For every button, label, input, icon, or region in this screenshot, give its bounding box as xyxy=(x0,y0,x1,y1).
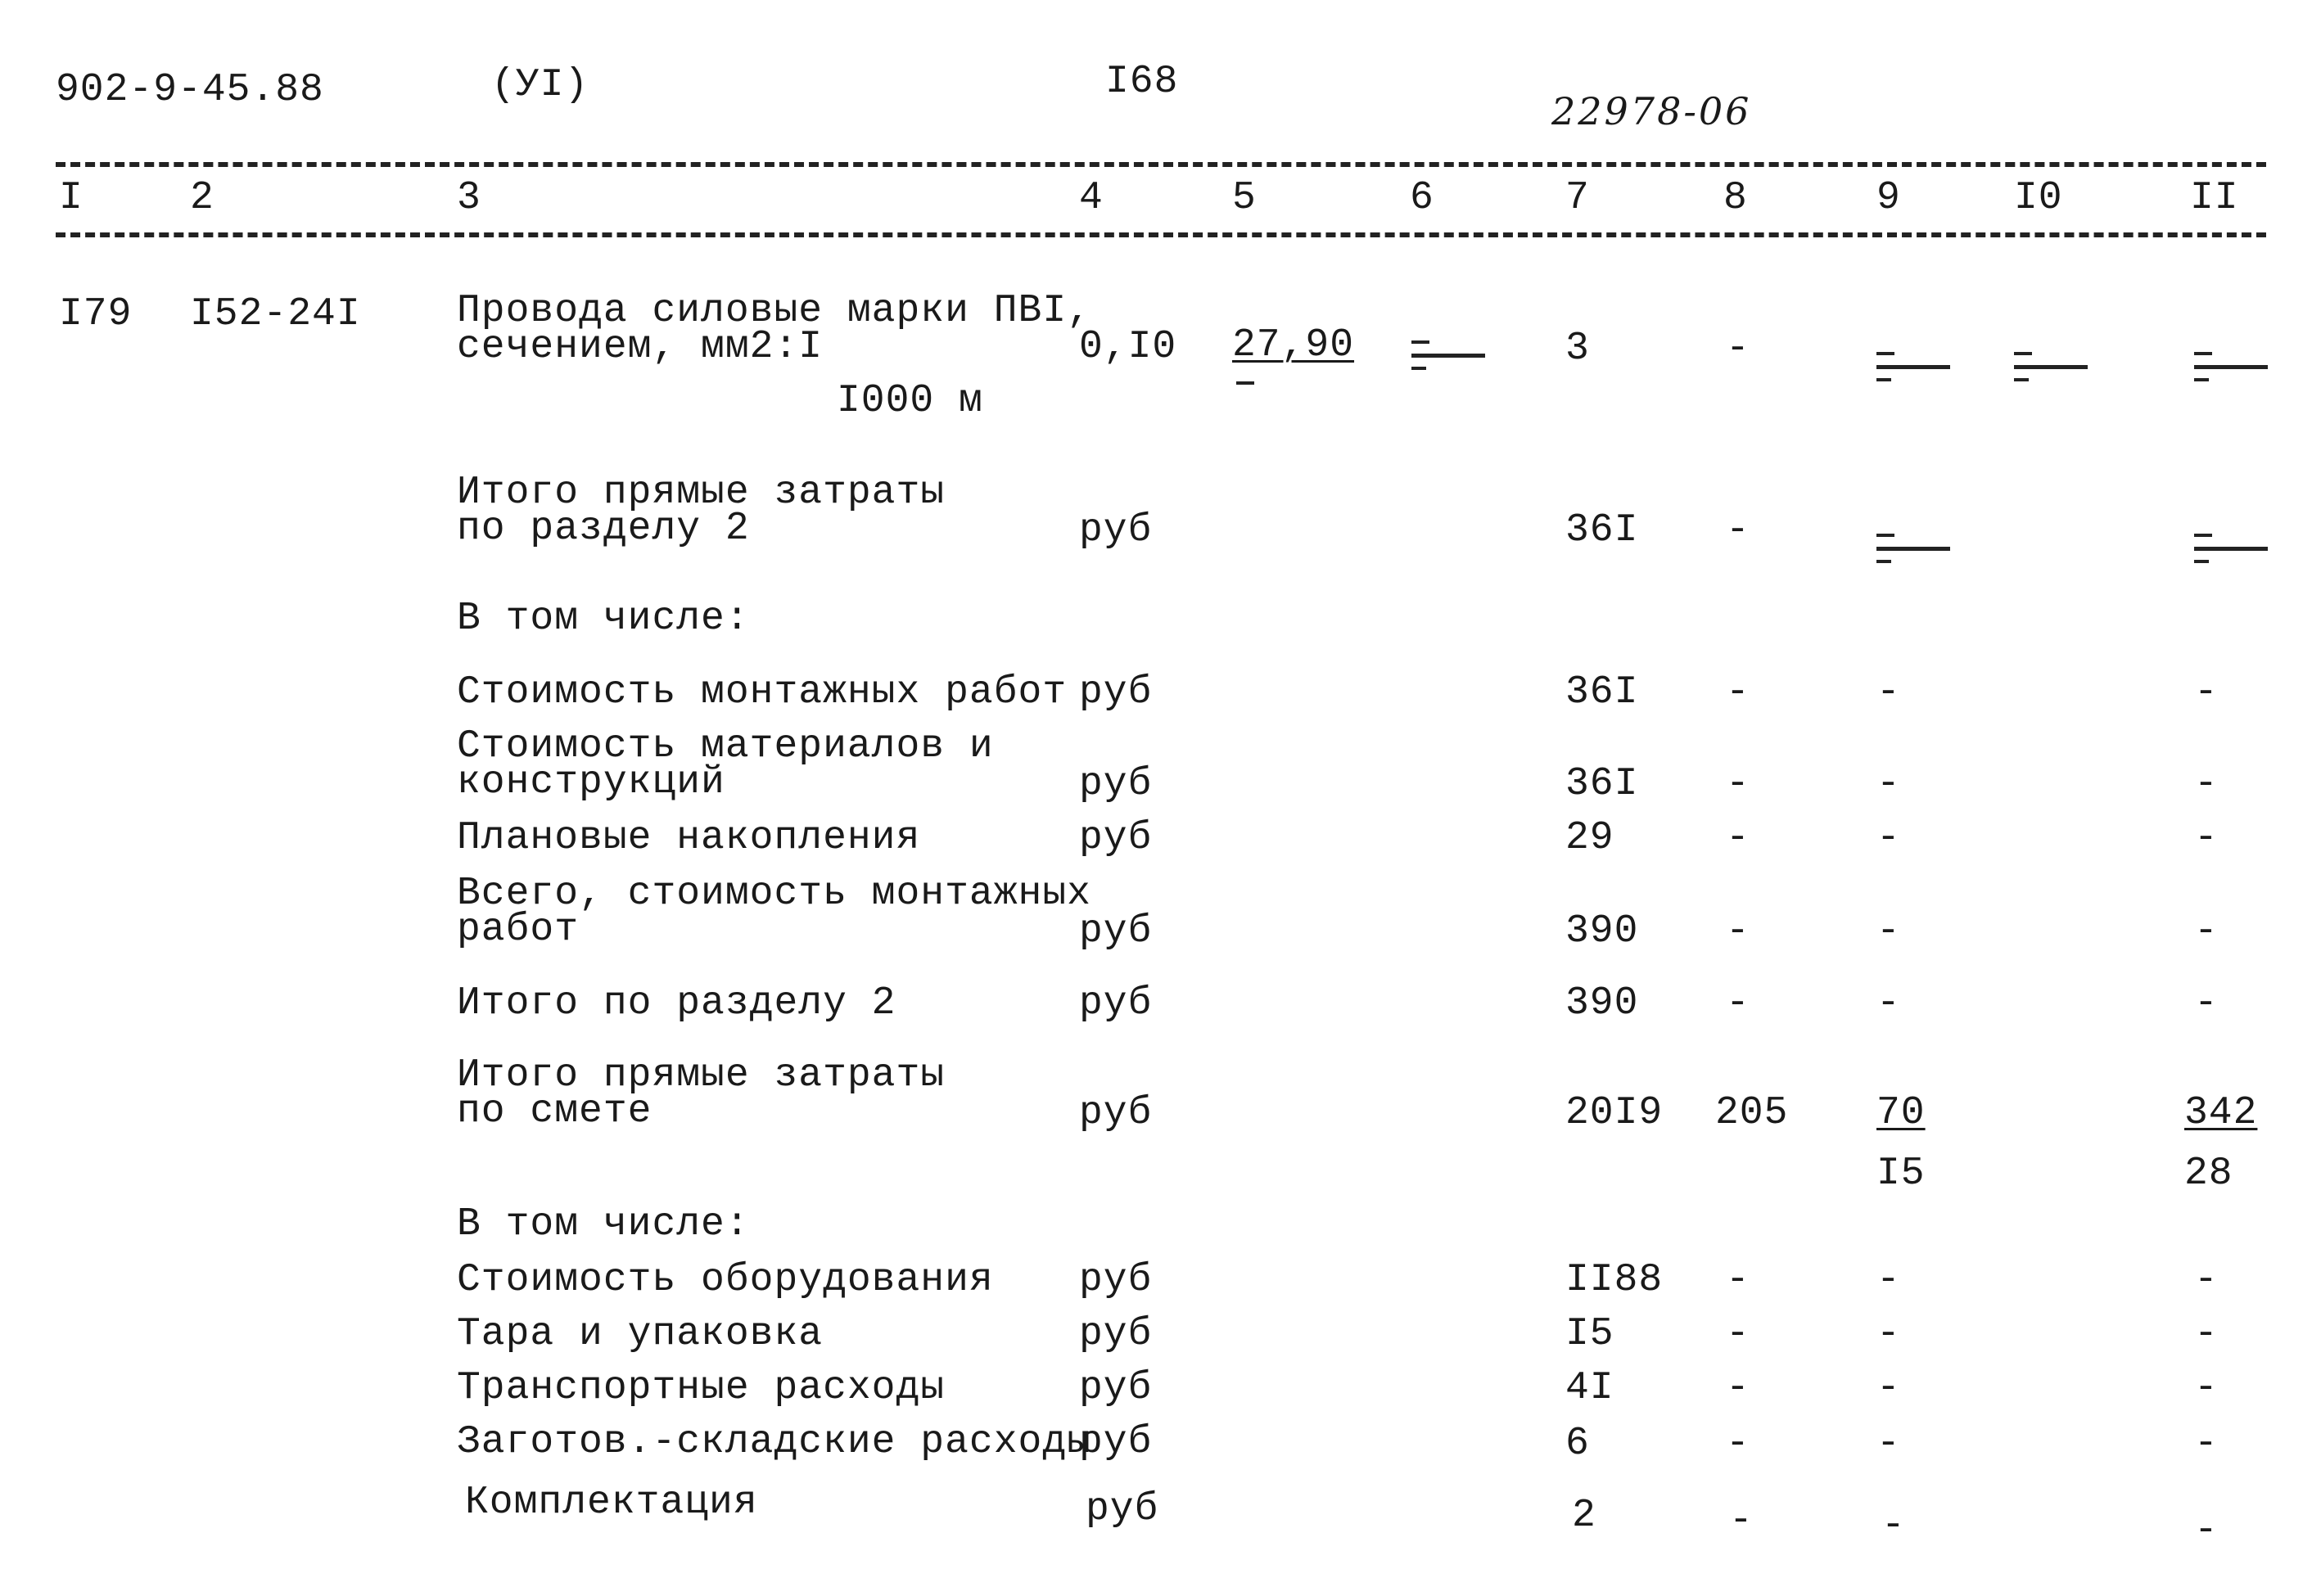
header-bottom-rule xyxy=(56,232,2266,237)
cell-value: - xyxy=(2194,1258,2219,1302)
row-description: Стоимость материалов и xyxy=(457,724,994,769)
cell-total: I5 xyxy=(1565,1312,1614,1356)
row-number: I79 xyxy=(59,292,133,336)
cell-value: - xyxy=(1876,909,1901,954)
empty-mark xyxy=(2194,530,2268,563)
row-description: по разделу 2 xyxy=(457,507,750,551)
cell-value: - xyxy=(2194,981,2219,1026)
row-description: сечением, мм2:I xyxy=(457,325,824,369)
document-number: 22978-06 xyxy=(1551,89,1752,133)
row-description: конструкций xyxy=(457,760,725,805)
empty-mark xyxy=(1876,530,1950,563)
row-description: Итого прямые затраты xyxy=(457,1053,946,1098)
column-header: 8 xyxy=(1723,176,1748,220)
cell-value: - xyxy=(1876,670,1901,715)
cell-value: - xyxy=(1876,1366,1901,1410)
cell-value: - xyxy=(1726,1312,1750,1356)
cell-value-denominator: 28 xyxy=(2184,1152,2233,1196)
cell-total: 20I9 xyxy=(1565,1091,1664,1135)
cell-total: 29 xyxy=(1565,816,1614,860)
document-code: 902-9-45.88 xyxy=(56,68,324,112)
cell-total: 390 xyxy=(1565,909,1639,954)
cell-total: 36I xyxy=(1565,508,1639,552)
section-subheading: В том числе: xyxy=(457,597,750,641)
column-header: I xyxy=(59,176,84,220)
cell-total: 2 xyxy=(1572,1494,1596,1538)
row-description: Заготов.-складские расходы xyxy=(457,1420,1091,1464)
cell-value: - xyxy=(1876,762,1901,806)
empty-mark xyxy=(1411,337,1485,370)
cell-value: - xyxy=(1726,762,1750,806)
cell-total: 3 xyxy=(1565,327,1590,371)
column-header: I0 xyxy=(2014,176,2063,220)
cell-value: - xyxy=(2194,909,2219,954)
column-header: 7 xyxy=(1565,176,1590,220)
cell-total: II88 xyxy=(1565,1258,1664,1302)
row-description: Стоимость оборудования xyxy=(457,1258,994,1302)
row-description: Комплектация xyxy=(465,1481,758,1525)
row-unit: руб xyxy=(1086,1487,1159,1531)
row-description: по смете xyxy=(457,1089,652,1134)
volume-label: (УI) xyxy=(491,63,589,107)
row-description: Плановые накопления xyxy=(457,816,921,860)
column-header: II xyxy=(2190,176,2239,220)
cell-value: - xyxy=(1876,816,1901,860)
column-header: 6 xyxy=(1410,176,1434,220)
cell-value: - xyxy=(1876,1422,1901,1466)
header-top-rule xyxy=(56,162,2266,167)
empty-mark xyxy=(2194,349,2268,381)
cell-value-numerator: 342 xyxy=(2184,1091,2258,1135)
cell-value: - xyxy=(2194,762,2219,806)
page-number: I68 xyxy=(1105,60,1179,104)
empty-mark xyxy=(1876,349,1950,381)
empty-mark xyxy=(2014,349,2088,381)
row-unit: руб xyxy=(1079,1312,1153,1356)
row-description: Итого по разделу 2 xyxy=(457,981,896,1026)
row-unit: руб xyxy=(1079,670,1153,715)
row-unit-measure: I000 м xyxy=(837,379,983,423)
row-description: работ xyxy=(457,908,580,952)
cell-value: - xyxy=(1726,508,1750,552)
price-code: I52-24I xyxy=(190,292,361,336)
row-unit: руб xyxy=(1079,508,1153,552)
column-header: 5 xyxy=(1232,176,1257,220)
cell-value: - xyxy=(1729,1499,1754,1543)
column-header: 4 xyxy=(1079,176,1104,220)
cell-value: 205 xyxy=(1715,1091,1789,1135)
cell-value: - xyxy=(2194,1312,2219,1356)
cell-value: - xyxy=(1726,1258,1750,1302)
section-subheading: В том числе: xyxy=(457,1202,750,1247)
row-description: Транспортные расходы xyxy=(457,1366,946,1410)
cell-value: - xyxy=(1726,816,1750,860)
cell-total: 36I xyxy=(1565,762,1639,806)
row-unit: руб xyxy=(1079,816,1153,860)
row-unit: руб xyxy=(1079,1091,1153,1135)
row-unit: руб xyxy=(1079,981,1153,1026)
row-unit: руб xyxy=(1079,909,1153,954)
cell-total: 4I xyxy=(1565,1366,1614,1410)
column-header: 3 xyxy=(457,176,481,220)
cell-value: - xyxy=(1876,981,1901,1026)
row-unit: руб xyxy=(1079,1420,1153,1464)
cell-value: - xyxy=(1726,1422,1750,1466)
cell-value: - xyxy=(2194,816,2219,860)
cell-value: - xyxy=(1726,909,1750,954)
cell-value: - xyxy=(2194,1508,2219,1553)
cell-value: - xyxy=(1726,327,1750,371)
cell-value: - xyxy=(2194,1422,2219,1466)
column-header: 9 xyxy=(1876,176,1901,220)
cell-value-numerator: 70 xyxy=(1876,1091,1926,1135)
cell-value: - xyxy=(2194,1366,2219,1410)
quantity-value: 0,I0 xyxy=(1079,325,1177,369)
cell-value: - xyxy=(1881,1504,1906,1548)
column-header: 2 xyxy=(190,176,214,220)
row-unit: руб xyxy=(1079,1366,1153,1410)
cell-value: - xyxy=(1876,1258,1901,1302)
cell-total: 36I xyxy=(1565,670,1639,715)
empty-mark xyxy=(1236,378,1254,385)
cell-value: - xyxy=(1726,981,1750,1026)
cell-total: 390 xyxy=(1565,981,1639,1026)
cell-value: - xyxy=(2194,670,2219,715)
unit-price-value: 27,90 xyxy=(1232,323,1355,367)
row-description: Тара и упаковка xyxy=(457,1312,824,1356)
row-description: Стоимость монтажных работ xyxy=(457,670,1068,715)
cell-value-denominator: I5 xyxy=(1876,1152,1926,1196)
row-description: Провода силовые марки ПВI, xyxy=(457,289,1091,333)
row-unit: руб xyxy=(1079,1258,1153,1302)
cell-value: - xyxy=(1726,670,1750,715)
cell-total: 6 xyxy=(1565,1422,1590,1466)
row-unit: руб xyxy=(1079,762,1153,806)
cell-value: - xyxy=(1726,1366,1750,1410)
row-description: Всего, стоимость монтажных xyxy=(457,872,1091,916)
row-description: Итого прямые затраты xyxy=(457,471,946,515)
cell-value: - xyxy=(1876,1312,1901,1356)
